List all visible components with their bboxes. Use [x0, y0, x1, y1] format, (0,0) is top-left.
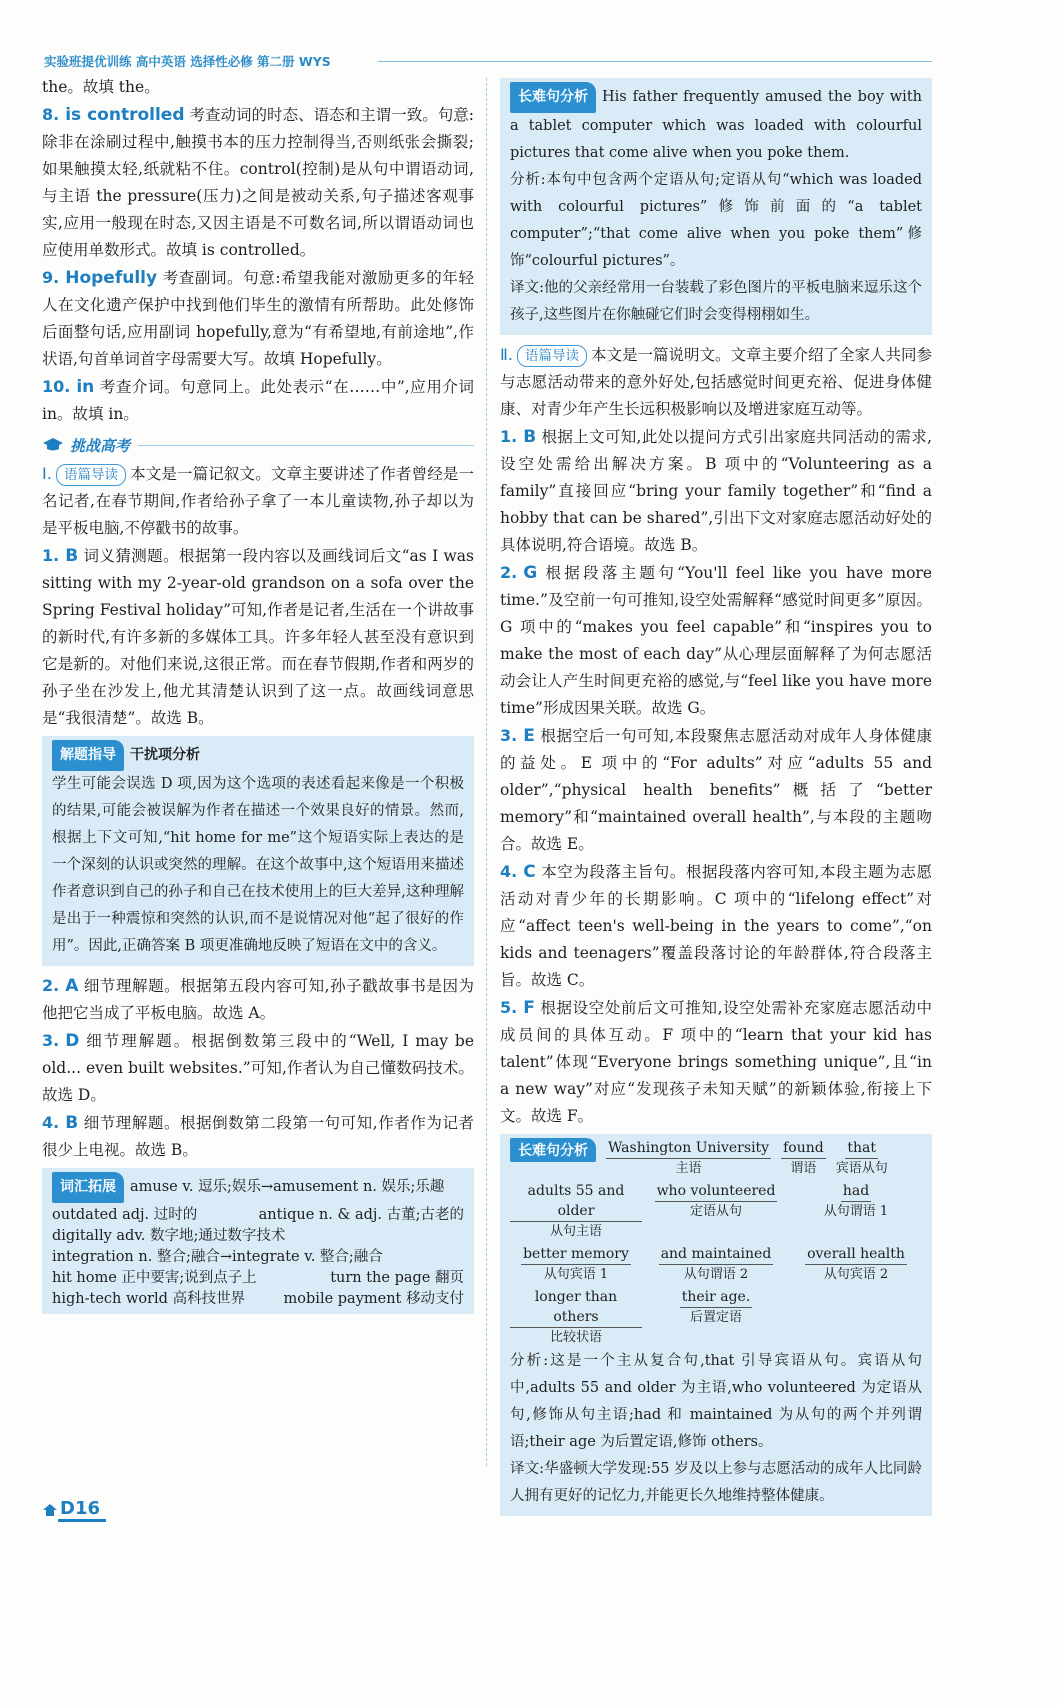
vocabulary-tag: 词汇拓展	[52, 1172, 124, 1203]
question-number: 10.	[42, 377, 71, 396]
diagram-role: 从句宾语 1	[543, 1267, 609, 1282]
diagram-part	[790, 1244, 922, 1285]
right-column	[500, 74, 932, 1522]
diagram-word: their age.	[680, 1287, 753, 1308]
answer-key: C	[523, 862, 536, 882]
answer-item-3	[42, 1027, 474, 1109]
distractor-analysis-label: 干扰项分析	[130, 747, 200, 763]
explanation: 根据空后一句可知,本段聚焦志愿活动对成年人身体健康的益处。E 项中的“For adults”对应“adults 55 and older”,“physical health benefits”概括了“better memory”和“maintained overall health”,与本段的主题吻合。故选 E。	[500, 727, 932, 853]
answer-key: Hopefully	[65, 268, 158, 288]
diagram-part	[606, 1138, 771, 1179]
page-number: D16	[58, 1498, 106, 1522]
diagram-role: 主语	[675, 1161, 702, 1176]
vocab-row	[52, 1245, 464, 1266]
diagram-part	[510, 1287, 642, 1348]
diagram-part	[836, 1138, 888, 1179]
explanation: 本空为段落主旨句。根据段落内容可知,本段主题为志愿活动对青少年的长期影响。C 项中的“lifelong effect”对应“affect teen's well-being in the years to come”,“on kids and teenagers”覆盖段落讨论的年龄群体,符合段落主旨。故选 C。	[500, 863, 932, 989]
question-number: 1.	[42, 546, 60, 565]
long-sentence-tag: 长难句分析	[510, 1138, 596, 1162]
vocabulary-box	[42, 1168, 474, 1314]
diagram-word: overall health	[805, 1244, 907, 1265]
vocab-row	[52, 1203, 464, 1224]
vocab-entry: antique n. & adj. 古董;古老的	[258, 1207, 464, 1223]
sentence-analysis: 分析:这是一个主从复合句,that 引导宾语从句。宾语从句中,adults 55 and older 为主语,who volunteered 为定语从句,修饰从句主语;had 和 maintained 为从句的两个并列谓语;their age 为后置定语,修饰 others。	[510, 1353, 922, 1450]
sentence-translation: 译文:他的父亲经常用一台装载了彩色图片的平板电脑来逗乐这个孩子,这些图片在你触碰它们时会变得栩栩如生。	[510, 280, 922, 323]
graduation-cap-icon	[42, 436, 64, 454]
question-number: 2.	[500, 563, 518, 582]
answer-key: E	[523, 726, 535, 746]
long-sentence-box-2	[500, 1134, 932, 1516]
diagram-word: adults 55 and older	[510, 1181, 642, 1222]
diagram-word: and maintained	[659, 1244, 774, 1265]
diagram-role: 从句谓语 1	[823, 1204, 889, 1219]
explanation: 细节理解题。根据第五段内容可知,孙子戳故事书是因为他把它当成了平板电脑。故选 A。	[42, 977, 474, 1022]
diagram-role: 从句谓语 2	[683, 1267, 749, 1282]
diagram-word: that	[845, 1138, 878, 1159]
answer-key: B	[65, 1113, 79, 1133]
diagram-role: 宾语从句	[835, 1161, 888, 1176]
sentence-diagram-head	[510, 1138, 922, 1179]
answer-item-1	[42, 542, 474, 732]
left-column	[42, 74, 474, 1320]
reading-guide-tag: 语篇导读	[517, 345, 587, 367]
answer-item-8	[42, 101, 474, 264]
diagram-part	[781, 1138, 826, 1179]
answer-key: G	[523, 563, 538, 583]
diagram-role: 定语从句	[689, 1204, 742, 1219]
vocab-entry: digitally adv. 数字地;通过数字技术	[52, 1228, 286, 1244]
explanation: 考查介词。句意同上。此处表示“在……中”,应用介词 in。故填 in。	[42, 378, 474, 423]
diagram-part	[650, 1287, 782, 1348]
answer-key: is controlled	[65, 105, 185, 125]
section-title: 挑战高考	[70, 436, 131, 455]
reading-guide-2	[500, 341, 932, 423]
sentence-translation: 译文:华盛顿大学发现:55 岁及以上参与志愿活动的成年人比同龄人拥有更好的记忆力,并能更长久地维持整体健康。	[510, 1461, 922, 1504]
question-number: 3.	[42, 1031, 60, 1050]
section-header	[42, 432, 474, 458]
diagram-word: better memory	[521, 1244, 631, 1265]
diagram-role: 从句宾语 2	[823, 1267, 889, 1282]
diagram-word: had	[841, 1181, 871, 1202]
answer-key: D	[65, 1031, 80, 1051]
vocab-entry: mobile payment 移动支付	[283, 1291, 464, 1307]
answer-item-10	[42, 373, 474, 428]
sentence-analysis: 分析:本句中包含两个定语从句;定语从句“which was loaded with colourful pictures”修饰前面的“a tablet computer”;“that come alive when you poke them”修饰“colourful pictures”。	[510, 172, 922, 269]
vocab-entry: hit home 正中要害;说到点子上	[52, 1270, 257, 1286]
solving-guide-box	[42, 736, 474, 966]
house-icon	[42, 1502, 58, 1518]
reading-guide-text: 本文是一篇说明文。文章主要介绍了全家人共同参与志愿活动带来的意外好处,包括感觉时间更充裕、促进身体健康、对青少年产生长远积极影响以及增进家庭互动等。	[500, 346, 932, 418]
answer-item-4	[42, 1109, 474, 1164]
vocab-entry: high-tech world 高科技世界	[52, 1291, 246, 1307]
sentence-diagram-grid	[510, 1181, 922, 1348]
diagram-word: Washington University	[606, 1138, 771, 1159]
reading-guide-text: 本文是一篇记叙文。文章主要讲述了作者曾经是一名记者,在春节期间,作者给孙子拿了一本儿童读物,孙子却以为是平板电脑,不停戳书的故事。	[42, 465, 474, 537]
answer-item-r5	[500, 994, 932, 1130]
page-header	[40, 50, 932, 72]
diagram-part	[510, 1244, 642, 1285]
diagram-role: 谓语	[790, 1161, 817, 1176]
diagram-word: longer than others	[510, 1287, 642, 1328]
question-number: 2.	[42, 976, 60, 995]
header-rule	[378, 61, 932, 62]
answer-item-r1	[500, 423, 932, 559]
explanation: 考查副词。句意:希望我能对激励更多的年轻人在文化遗产保护中找到他们毕生的激情有所帮助。此处修饰后面整句话,应用副词 hopefully,意为“有希望地,有前途地”,作状语,句首单词首字母需要大写。故填 Hopefully。	[42, 269, 474, 368]
solving-guide-text: 学生可能会误选 D 项,因为这个选项的表述看起来像是一个积极的结果,可能会被误解为作者在描述一个效果良好的情景。然而,根据上下文可知,“hit home for me”这个短语实际上表达的是一个深刻的认识或突然的理解。在这个故事中,这个短语用来描述作者意识到自己的孙子和自己在技术使用上的巨大差异,这种理解是出于一种震惊和突然的认识,而不是说情况对他“起了很好的作用”。因此,正确答案 B 项更准确地反映了短语在文中的含义。	[52, 776, 464, 954]
explanation: 细节理解题。根据倒数第二段第一句可知,作者作为记者很少上电视。故选 B。	[42, 1114, 474, 1159]
question-number: 4.	[42, 1113, 60, 1132]
section-rule	[138, 445, 474, 446]
explanation: 细节理解题。根据倒数第三段中的“Well, I may be old... even built websites.”可知,作者认为自己懂数码技术。故选 D。	[42, 1032, 474, 1104]
explanation: 词义猜测题。根据第一段内容以及画线词后文“as I was sitting with my 2-year-old grandson on a sofa over the Spring Festival holiday”可知,作者是记者,生活在一个讲故事的新时代,有许多新的多媒体工具。许多年轻人甚至没有意识到它是新的。对他们来说,这很正常。而在春节假期,作者和两岁的孙子坐在沙发上,他尤其清楚认识到了这一点。故画线词意思是“我很清楚”。故选 B。	[42, 547, 474, 727]
question-number: 9.	[42, 268, 60, 287]
vocab-row	[52, 1266, 464, 1287]
book-title: 实验班提优训练 高中英语 选择性必修 第二册 WYS	[44, 54, 331, 69]
reading-guide-1	[42, 460, 474, 542]
question-number: 5.	[500, 998, 518, 1017]
answer-item-2	[42, 972, 474, 1027]
answer-key: in	[76, 377, 95, 397]
vocab-entry: turn the page 翻页	[330, 1270, 464, 1286]
diagram-role: 比较状语	[549, 1330, 602, 1345]
answer-item-9	[42, 264, 474, 373]
answer-key: F	[523, 998, 535, 1018]
diagram-part	[650, 1244, 782, 1285]
answer-item-r2	[500, 559, 932, 722]
column-divider	[486, 78, 487, 1466]
long-sentence: His father frequently amused the boy with a tablet computer which was loaded with colourful pictures that come alive when you poke them.	[510, 89, 922, 161]
diagram-role: 从句主语	[549, 1224, 602, 1239]
long-sentence-tag: 长难句分析	[510, 82, 596, 113]
vocab-row	[52, 1287, 464, 1308]
vocab-entry: integration n. 整合;融合→integrate v. 整合;融合	[52, 1249, 383, 1265]
diagram-role: 后置定语	[689, 1310, 742, 1325]
vocab-entry: outdated adj. 过时的	[52, 1207, 198, 1223]
diagram-part	[510, 1181, 642, 1242]
diagram-word: who volunteered	[655, 1181, 778, 1202]
long-sentence-box-1	[500, 78, 932, 335]
explanation: 根据设空处前后文可推知,设空处需补充家庭志愿活动中成员间的具体互动。F 项中的“learn that your kid has talent”体现“Everyone brings something unique”,且“in a new way”对应“发现孩子未知天赋”的新颖体验,衔接上下文。故选 F。	[500, 999, 932, 1125]
part-numeral: Ⅱ.	[500, 345, 513, 364]
part-numeral: Ⅰ.	[42, 464, 52, 483]
diagram-part	[650, 1181, 782, 1242]
explanation: 考查动词的时态、语态和主谓一致。句意:除非在涂刷过程中,触摸书本的压力控制得当,否则纸张会撕裂;如果触摸太轻,纸就粘不住。control(控制)是从句中谓语动词,与主语 the pressure(压力)之间是被动关系,句子描述客观事实,应用一般现在时态,又因主语是不可数名词,所以谓语动词也应使用单数形式。故填 is controlled。	[42, 106, 475, 259]
explanation: 根据上文可知,此处以提问方式引出家庭共同活动的需求,设空处需给出解决方案。B 项中的“Volunteering as a family”直接回应“bring your family together”和“find a hobby that can be shared”,引出下文对家庭志愿活动好处的具体说明,符合语境。故选 B。	[500, 428, 932, 554]
answer-item-r3	[500, 722, 932, 858]
solving-guide-tag: 解题指导	[52, 740, 124, 771]
vocab-row	[52, 1224, 464, 1245]
question-number: 4.	[500, 862, 518, 881]
answer-item-r4	[500, 858, 932, 994]
reading-guide-tag: 语篇导读	[56, 464, 126, 486]
diagram-word: found	[781, 1138, 826, 1159]
answer-key: B	[523, 427, 537, 447]
answer-key: B	[65, 546, 79, 566]
answer-key: A	[65, 976, 79, 996]
question-number: 8.	[42, 105, 60, 124]
explanation: 根据段落主题句“You'll feel like you have more time.”及空前一句可推知,设空处需解释“感觉时间更多”原因。G 项中的“makes you feel capable”和“inspires you to make the most of each day”从心理层面解释了为何志愿活动会让人产生时间更充裕的感觉,与“feel like you have more time”形成因果关联。故选 G。	[500, 564, 932, 717]
continued-answer: the。故填 the。	[42, 78, 160, 96]
question-number: 1.	[500, 427, 518, 446]
diagram-part	[790, 1181, 922, 1242]
vocab-entry: amuse v. 逗乐;娱乐→amusement n. 娱乐;乐趣	[130, 1179, 445, 1195]
page-footer	[42, 1498, 106, 1522]
question-number: 3.	[500, 726, 518, 745]
